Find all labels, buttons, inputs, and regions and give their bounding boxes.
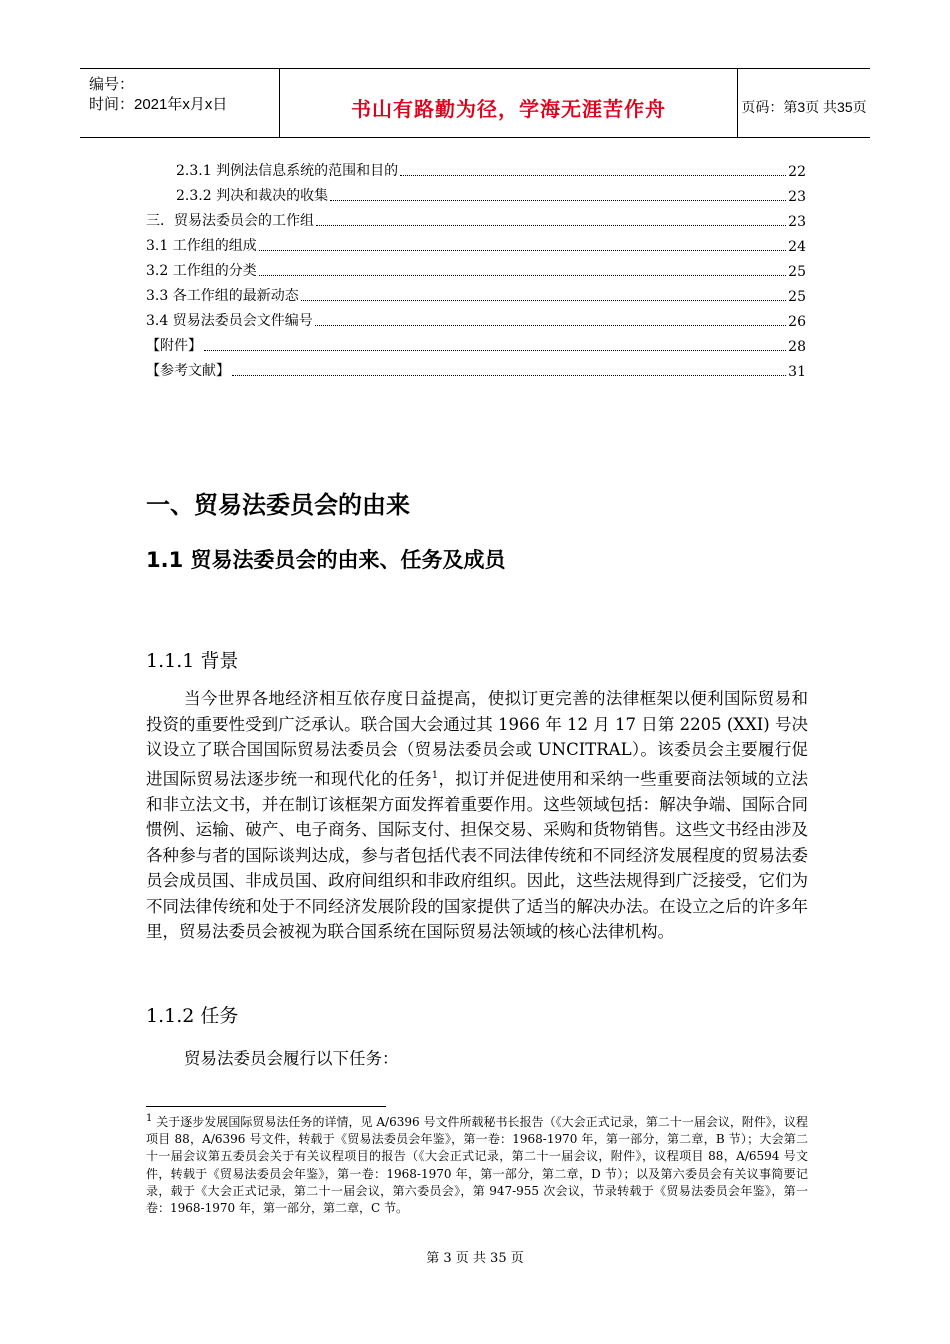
footnote bbox=[146, 1110, 808, 1217]
date-label: 时间：2021年x月x日 bbox=[89, 96, 228, 113]
toc-entry[interactable] bbox=[146, 260, 806, 280]
toc-entry[interactable] bbox=[146, 235, 806, 255]
toc-entry-title: 3.2 工作组的分类 bbox=[146, 263, 257, 279]
subsection-heading-background: 1.1.1 背景 bbox=[146, 650, 239, 672]
section-heading: 1.1 贸易法委员会的由来、任务及成员 bbox=[146, 548, 506, 572]
toc-entry-title: 2.3.2 判决和裁决的收集 bbox=[176, 188, 329, 204]
header-info-cell bbox=[80, 69, 280, 137]
toc-entry-page: 22 bbox=[788, 164, 806, 180]
page-footer: 第 3 页 共 35 页 bbox=[426, 1251, 524, 1266]
toc-entry[interactable] bbox=[146, 285, 806, 305]
toc-entry[interactable] bbox=[176, 185, 806, 205]
toc-entry[interactable] bbox=[176, 160, 806, 180]
paragraph-text-part1: 当今世界各地经济相互依存度日益提高，使拟订更完善的法律框架以便利国际贸易和投资的重要性受到广泛承认。联合国大会通过其 1966 年 12 月 17 日第 2205 (XXI) 号决议设立了联合国国际贸易法委员会（贸易法委员会或 UNCITRAL）。该委员会主要履行促进国际贸易法逐步统一和现代化的任务 bbox=[146, 689, 808, 788]
toc-entry-page: 28 bbox=[788, 339, 806, 355]
code-label: 编号： bbox=[89, 76, 135, 93]
toc-entry-title: 2.3.1 判例法信息系统的范围和目的 bbox=[176, 163, 399, 179]
toc-entry-page: 25 bbox=[788, 264, 806, 280]
motto: 书山有路勤为径，学海无涯苦作舟 bbox=[351, 98, 666, 121]
toc-entry-page: 31 bbox=[788, 364, 806, 380]
toc-entry-page: 23 bbox=[788, 214, 806, 230]
toc-entry-title: 【参考文献】 bbox=[146, 363, 230, 379]
header-motto-cell bbox=[280, 69, 738, 137]
toc-entry-title: 三．贸易法委员会的工作组 bbox=[146, 213, 314, 229]
toc-entry[interactable] bbox=[146, 360, 806, 380]
mandate-paragraph: 贸易法委员会履行以下任务： bbox=[184, 1049, 399, 1068]
background-paragraph bbox=[146, 686, 808, 945]
footnote-reference[interactable]: 1 bbox=[431, 769, 439, 781]
toc-entry-page: 23 bbox=[788, 189, 806, 205]
toc-entry-page: 25 bbox=[788, 289, 806, 305]
footnote-text: 关于逐步发展国际贸易法任务的详情，见 A/6396 号文件所载秘书长报告（《大会正式记录，第二十一届会议，附件》，议程项目 88，A/6396 号文件，转载于《贸易法委员会年鉴》，第一卷：1968-1970 年，第一部分，第二章，B 节）；大会第二十一届会议第五委员会关于有关议程项目的报告（《大会正式记录，第二十一届会议，附件》，议程项目 88，A/6594 号文件，转载于《贸易法委员会年鉴》，第一卷：1968-1970 年，第一部分，第二章，D 节）；以及第六委员会有关议事简要记录，载于《大会正式记录，第二十一届会议，第六委员会》，第 947-955 次会议，节录转载于《贸易法委员会年鉴》，第一卷：1968-1970 年，第一部分，第二章，C 节。 bbox=[146, 1115, 808, 1216]
toc-entry-title: 3.3 各工作组的最新动态 bbox=[146, 288, 299, 304]
footnote-separator bbox=[146, 1106, 386, 1107]
toc-entry[interactable] bbox=[146, 335, 806, 355]
toc-entry-page: 26 bbox=[788, 314, 806, 330]
subsection-heading-mandate: 1.1.2 任务 bbox=[146, 1005, 239, 1027]
toc-entry[interactable] bbox=[146, 310, 806, 330]
toc-entry[interactable] bbox=[146, 210, 806, 230]
header-page-cell bbox=[738, 69, 870, 137]
footnote-number: 1 bbox=[146, 1113, 153, 1124]
toc-entry-page: 24 bbox=[788, 239, 806, 255]
toc-entry-title: 3.4 贸易法委员会文件编号 bbox=[146, 313, 313, 329]
toc-entry-title: 3.1 工作组的组成 bbox=[146, 238, 257, 254]
chapter-heading: 一、贸易法委员会的由来 bbox=[146, 491, 410, 519]
page-header bbox=[80, 68, 870, 138]
toc-entry-title: 【附件】 bbox=[146, 338, 202, 354]
paragraph-text-part2: ，拟订并促进使用和采纳一些重要商法领域的立法和非立法文书，并在制订该框架方面发挥着重要作用。这些领域包括：解决争端、国际合同惯例、运输、破产、电子商务、国际支付、担保交易、采购和货物销售。这些文书经由涉及各种参与者的国际谈判达成，参与者包括代表不同法律传统和不同经济发展程度的贸易法委员会成员国、非成员国、政府间组织和非政府组织。因此，这些法规得到广泛接受，它们为不同法律传统和处于不同经济发展阶段的国家提供了适当的解决办法。在设立之后的许多年里，贸易法委员会被视为联合国系统在国际贸易法领域的核心法律机构。 bbox=[146, 769, 809, 941]
page-info: 页码：第3页 共35页 bbox=[741, 99, 867, 115]
